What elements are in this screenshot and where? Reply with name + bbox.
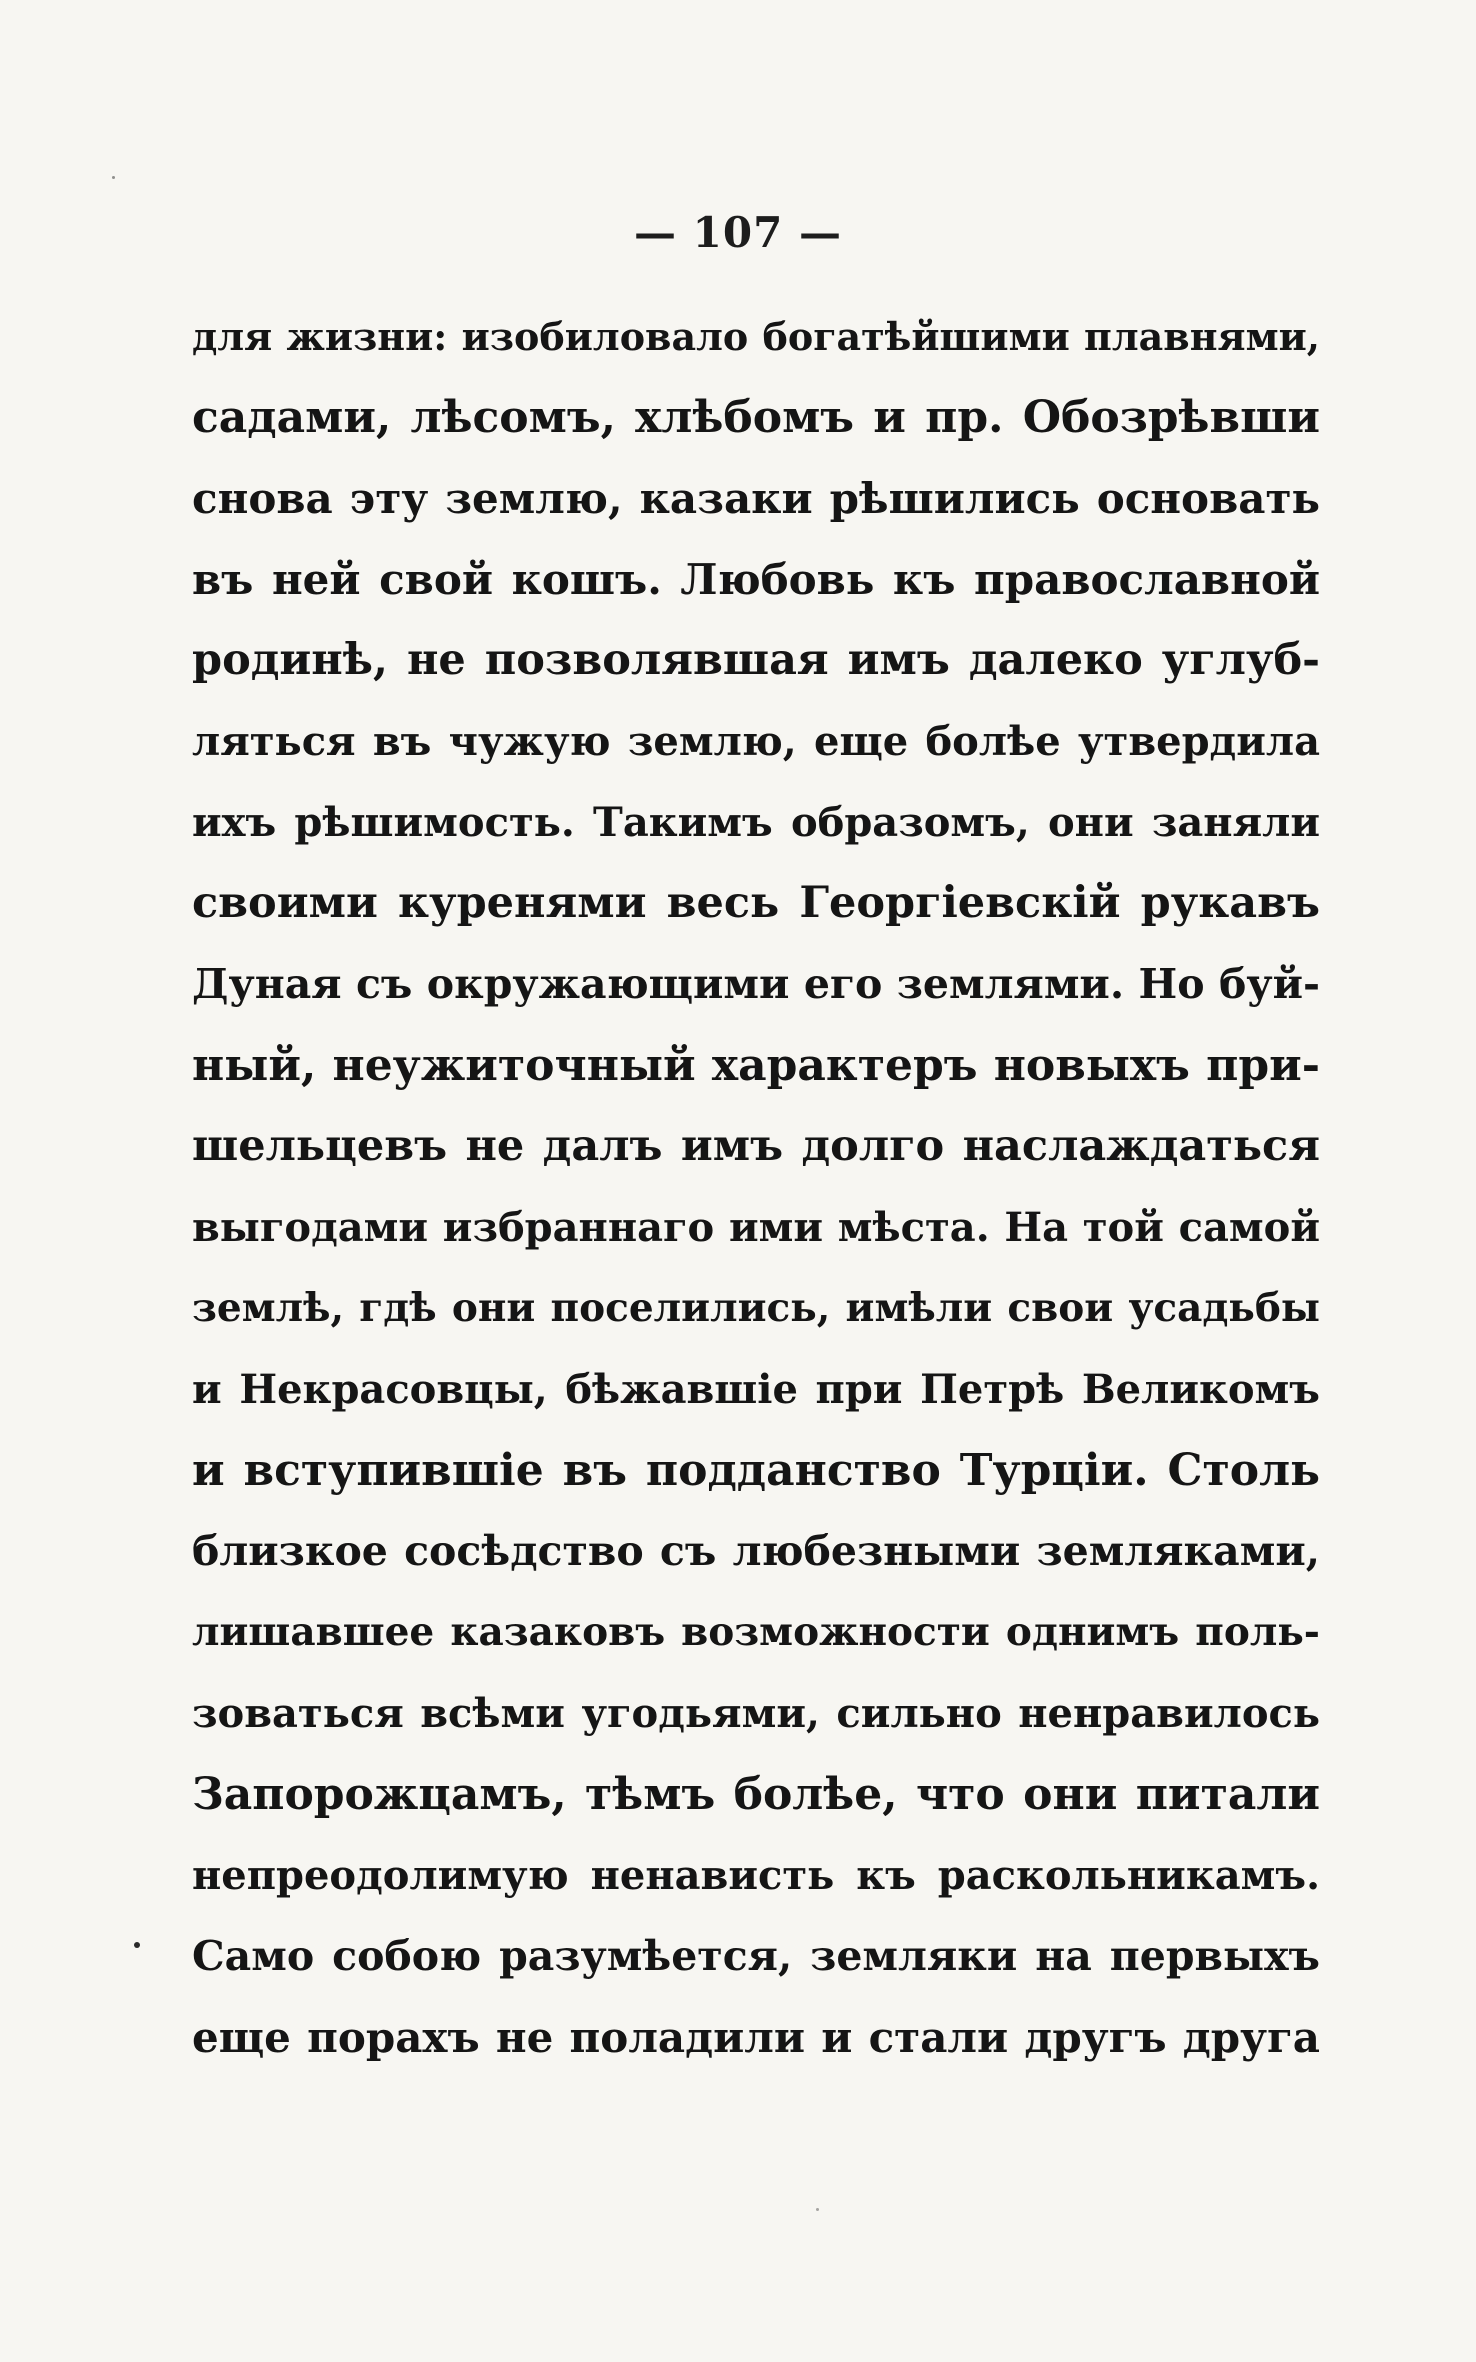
text-line: и вступившіе въ подданство Турціи. Столь [192, 1445, 1320, 1496]
text-line: и Некрасовцы, бѣжавшіе при Петрѣ Великомъ [192, 1366, 1320, 1413]
text-line: зоваться всѣми угодьями, сильно ненравилось [192, 1690, 1320, 1737]
body-text [192, 296, 1320, 2078]
text-line: своими куренями весь Георгіевскій рукавъ [192, 878, 1320, 928]
ink-speck [816, 2208, 819, 2211]
text-line: выгодами избраннаго ими мѣста. На той самой [192, 1204, 1320, 1251]
text-line: Дуная съ окружающими его землями. Но буй- [192, 960, 1320, 1008]
text-line: снова эту землю, казаки рѣшились основать [192, 474, 1320, 523]
ink-speck [112, 176, 115, 179]
text-line: лишавшее казаковъ возможности однимъ поль- [192, 1609, 1320, 1655]
text-line: непреодолимую ненависть къ раскольникамъ. [192, 1852, 1320, 1899]
text-line: ихъ рѣшимость. Такимъ образомъ, они заняли [192, 799, 1320, 846]
text-line: Само собою разумѣется, земляки на первыхъ [192, 1932, 1320, 1980]
text-line: въ ней свой кошъ. Любовь къ православной [192, 555, 1320, 604]
text-line: Запорожцамъ, тѣмъ болѣе, что они питали [192, 1769, 1320, 1820]
text-line: еще порахъ не поладили и стали другъ друга [192, 2013, 1320, 2062]
text-line: ляться въ чужую землю, еще болѣе утвердила [192, 718, 1320, 765]
text-line: родинѣ, не позволявшая имъ далеко углуб- [192, 635, 1320, 685]
text-line: землѣ, гдѣ они поселились, имѣли свои усадьбы [192, 1285, 1320, 1331]
text-line: близкое сосѣдство съ любезными земляками, [192, 1527, 1320, 1575]
text-line: садами, лѣсомъ, хлѣбомъ и пр. Обозрѣвши [192, 392, 1320, 443]
ink-speck [134, 1942, 140, 1948]
text-line: шельцевъ не далъ имъ долго наслаждаться [192, 1121, 1320, 1171]
text-line: ный, неужиточный характеръ новыхъ при- [192, 1040, 1320, 1091]
text-line: для жизни: изобиловало богатѣйшими плавнями, [192, 314, 1320, 359]
page-number: — 107 — [634, 208, 842, 257]
